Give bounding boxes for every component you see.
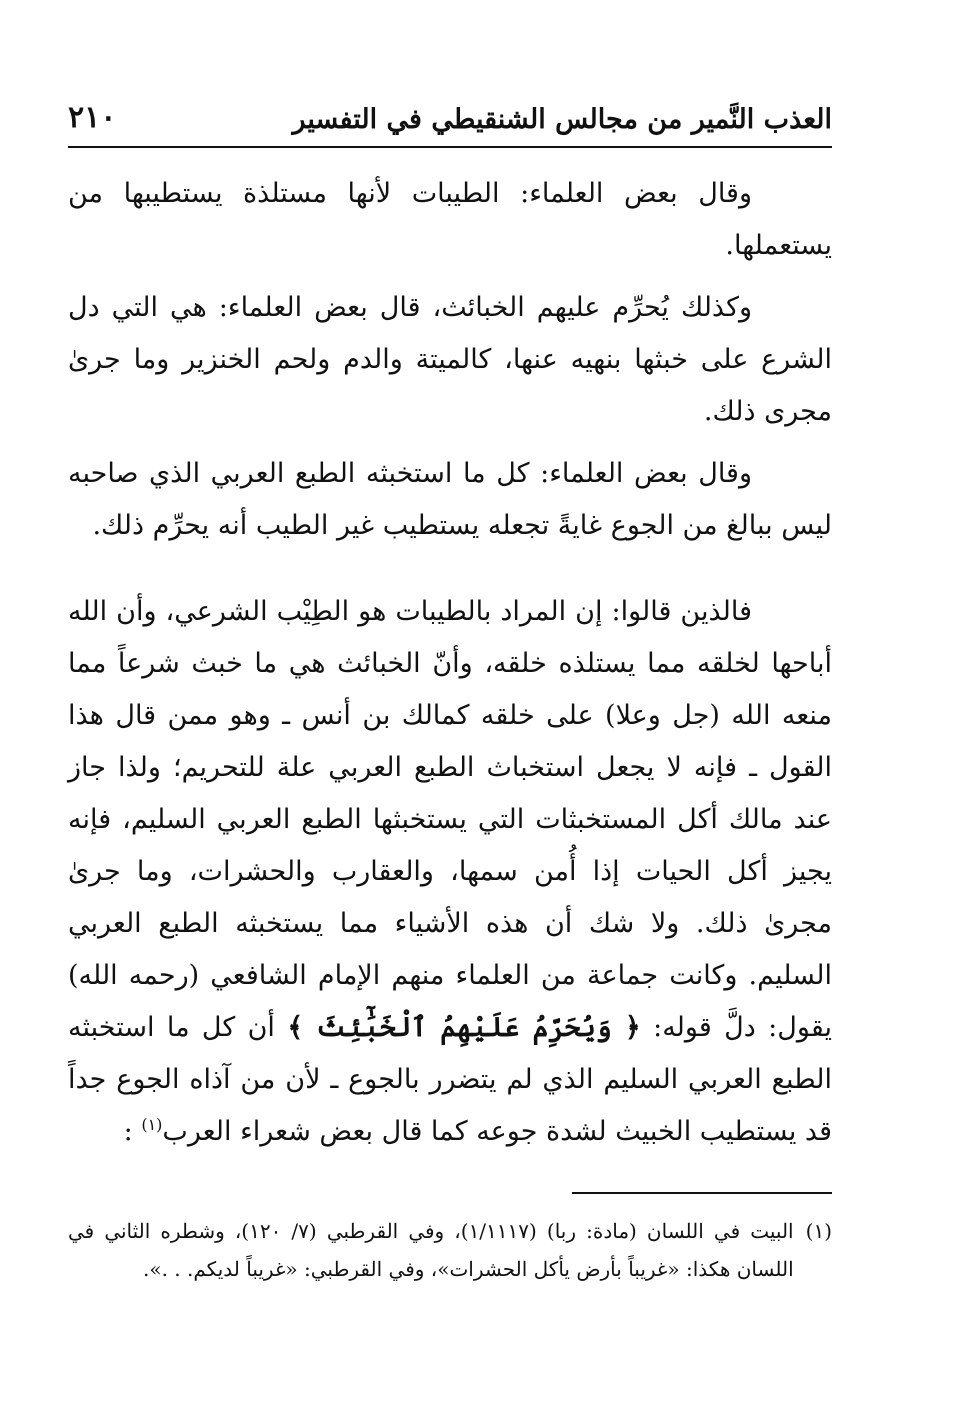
page-header [68, 96, 832, 148]
paragraph-text-before-quote: فالذين قالوا: إن المراد بالطيبات هو الطِيْب الشرعي، وأن الله أباحها لخلقه مما يستلذه خلقه، وأنّ الخبائث هي ما خبث شرعاً مما منعه الله (جل وعلا) على خلقه كمالك بن أنس ـ وهو ممن قال هذا القول ـ فإنه لا يجعل استخباث الطبع العربي علة للتحريم؛ ولذا جاز عند مالك أكل المستخبثات التي يستخبثها الطبع العربي السليم، فإنه يجيز أكل الحيات إذا أُمن سمها، والعقارب والحشرات، وما جرىٰ مجرىٰ ذلك. ولا شك أن هذه الأشياء مما يستخبثه الطبع العربي السليم. وكانت جماعة من العلماء منهم الإمام الشافعي (رحمه الله) يقول: دلَّ قوله: [68, 596, 833, 1043]
quran-quote: ﴿ وَيُحَرِّمُ عَلَيْهِمُ ٱلْخَبَٰٓئِثَ ﴾ [287, 1012, 641, 1043]
footnote-number: (١) [805, 1219, 832, 1243]
main-text [68, 168, 832, 1158]
paragraph: وكذلك يُحرِّم عليهم الخبائث، قال بعض العلماء: هي التي دل الشرع على خبثها بنهيه عنها، كالميتة والدم ولحم الخنزير وما جرىٰ مجرى ذلك. [68, 292, 832, 427]
footnote-separator [572, 1192, 832, 1194]
footnote-text: البيت في اللسان (مادة: ربا) (١/١١١٧)، وفي القرطبي (٧/ ١٢٠)، وشطره الثاني في اللسان هكذا: «غريباً بأرض يأكل الحشرات»، وفي القرطبي: «غريباً لديكم. . .». [68, 1219, 794, 1281]
paragraph-with-quran-quote [68, 586, 832, 1158]
paragraph-ending: : [123, 1116, 133, 1147]
paragraph-text-after-quote: أن كل ما استخبثه الطبع العربي السليم الذي لم يتضرر بالجوع ـ لأن من آذاه الجوع جداً قد يستطيب الخبيث لشدة جوعه كما قال بعض شعراء العرب [68, 1012, 832, 1147]
running-title: العذب النَّمير من مجالس الشنقيطي في التفسير [292, 104, 832, 135]
page-number: ٢١٠ [68, 100, 117, 135]
paragraph: وقال بعض العلماء: الطيبات لأنها مستلذة يستطيبها من يستعملها. [68, 178, 832, 261]
paragraph: وقال بعض العلماء: كل ما استخبثه الطبع العربي الذي صاحبه ليس ببالغ من الجوع غايةً تجعله يستطيب غير الطيب أنه يحرِّم ذلك. [68, 458, 832, 541]
footnote-reference[interactable]: (١) [141, 1115, 163, 1134]
footnote [68, 1212, 832, 1288]
footnotes [68, 1212, 832, 1288]
book-page [68, 96, 832, 1288]
